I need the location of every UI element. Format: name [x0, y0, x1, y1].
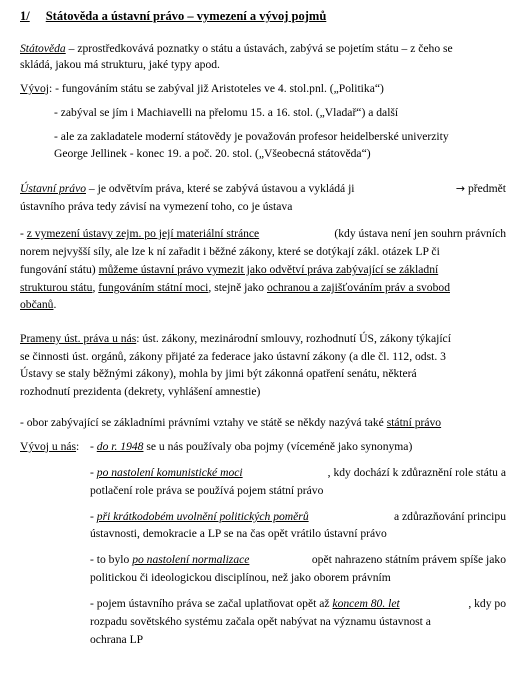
statoveda-line-1: [20, 42, 453, 56]
vyvoj-label: Vývoj: [20, 82, 49, 95]
vyvoj2-item-5-lead: - pojem ústavního práva se začal uplatňovat opět až: [90, 597, 333, 610]
vyvoj2-item-5-line-2: [90, 615, 431, 629]
colon: :: [76, 440, 80, 453]
vymezeni-struktura: strukturou státu: [20, 281, 93, 294]
vyvoj2-item-4-text-cont: politickou či ideologickou disciplínou, než jako oborem právním: [90, 571, 391, 584]
period: .: [53, 298, 57, 311]
vyvoj-line-1: [20, 82, 384, 96]
prameny-line-3: [20, 367, 417, 381]
vymezeni-odvetvi: můžeme ústavní právo vymezit jako odvětví práva zabývající se základní: [98, 263, 439, 276]
prameny-text-1: : úst. zákony, mezinárodní smlouvy, rozhodnutí ÚS, zákony týkající: [136, 332, 451, 345]
arrow-right-icon: →: [455, 182, 466, 195]
obor-text: - obor zabývající se základními právními vztahy ve státě se někdy nazývá také: [20, 416, 387, 429]
vyvoj2-1948: do r. 1948: [96, 440, 144, 453]
separator: ,: [92, 281, 99, 294]
obor-line: [20, 416, 441, 430]
vyvoj2-uvolneni: při krátkodobém uvolnění politických poměrů: [96, 510, 309, 523]
ustavni-pravo-term: Ústavní právo: [20, 182, 87, 195]
vyvoj2-komunisticka-moc: po nastolení komunistické moci: [96, 466, 243, 479]
ustavni-pravo-predmet: předmět: [465, 182, 506, 195]
statoveda-definition: – zprostředkovává poznatky o státu a ústavách, zabývá se pojetím státu – z čeho se: [65, 42, 453, 55]
vyvoj-u-nas-label-line: [20, 440, 79, 454]
vyvoj2-item-1-text: se u nás používaly oba pojmy (víceméně jako synonyma): [143, 440, 413, 453]
vyvoj-line-2: [54, 106, 398, 120]
prameny-label: Prameny úst. práva u nás: [20, 332, 137, 345]
vymezeni-ochrana: ochranou a zajišťováním práv a svobod: [267, 281, 450, 294]
vyvoj2-item-4-lead: - to bylo: [90, 553, 133, 566]
section-number: 1/: [20, 9, 30, 23]
vyvoj2-item-4-text: opět nahrazeno státním právem spíše jako: [308, 553, 506, 566]
prameny-text-4: rozhodnutí prezidenta (dekrety, vyhlášení amnestie): [20, 385, 261, 398]
ustavni-pravo-definition: – je odvětvím práva, které se zabývá ústavou a vykládá ji: [86, 182, 358, 195]
vyvoj2-item-4-line-1: [90, 553, 506, 567]
statoveda-term: Státověda: [20, 42, 66, 55]
prameny-text-3: Ústavy se staly běžnými zákony), mohla by jimi být zákonná opatření senátu, některá: [20, 367, 417, 380]
vyvoj2-item-2-text: , kdy dochází k zdůraznění role státu a: [327, 466, 506, 479]
vyvoj2-item-1: [90, 440, 412, 454]
vyvoj2-item-2-line-1: [90, 466, 506, 480]
prameny-text-2: se činnosti úst. orgánů, zákony přijaté za federace jako ústavní zákony (a dle čl. 112, odst. 3: [20, 350, 446, 363]
dash: -: [90, 440, 97, 453]
section-title: Státověda a ústavní právo – vymezení a vývoj pojmů: [45, 9, 327, 23]
vyvoj-item-machiavelli: - zabýval se jím i Machiavelli na přelomu 15. a 16. stol. („Vladař“) a další: [54, 106, 399, 119]
vyvoj2-item-2-line-2: [90, 484, 323, 498]
vyvoj2-80-leta: koncem 80. let: [332, 597, 400, 610]
vyvoj2-item-5-text-cont: rozpadu sovětského systému začala opět nabývat na významu ústavnost a: [90, 615, 431, 628]
vyvoj-item-aristoteles: : - fungováním státu se zabýval již Aristoteles ve 4. stol.pnl. („Politika“): [48, 82, 384, 95]
vyvoj-item-jellinek: George Jellinek - konec 19. a poč. 20. stol. („Všeobecná státověda“): [54, 147, 371, 160]
ustavni-pravo-line-2: [20, 200, 292, 214]
vyvoj2-normalizace: po nastolení normalizace: [132, 553, 250, 566]
dash: -: [20, 227, 27, 240]
vymezeni-line-4: [20, 281, 450, 295]
vyvoj2-item-5-text-end: ochrana LP: [90, 633, 144, 646]
ustavni-pravo-line-1: [20, 182, 506, 196]
vymezeni-obcanu: občanů: [20, 298, 54, 311]
section-heading: [20, 9, 326, 23]
prameny-line-2: [20, 350, 446, 364]
vymezeni-materialni: z vymezení ústavy zejm. po její materiální stránce: [26, 227, 260, 240]
vyvoj2-item-3-line-1: [90, 510, 506, 524]
ustavni-pravo-definition-cont: ústavního práva tedy závisí na vymezení toho, co je ústava: [20, 200, 293, 213]
vyvoj2-item-3-text-cont: ústavnosti, demokracie a LP se na čas opět vrátilo ústavní právo: [90, 527, 387, 540]
vymezeni-fungovani: fungováním státní moci: [98, 281, 209, 294]
dash: -: [90, 510, 97, 523]
vymezeni-line-2: [20, 245, 440, 259]
vymezeni-line-3: [20, 263, 438, 277]
dash: -: [90, 466, 97, 479]
statoveda-line-2: [20, 58, 220, 72]
vymezeni-text-3: fungování státu): [20, 263, 99, 276]
vyvoj-line-3: [54, 130, 449, 144]
vyvoj2-item-2-text-cont: potlačení role práva se používá pojem státní právo: [90, 484, 324, 497]
vymezeni-line-1: [20, 227, 506, 241]
vyvoj-u-nas-label: Vývoj u nás: [20, 440, 77, 453]
vyvoj-item-zakladatel: - ale za zakladatele moderní státovědy je považován profesor heidelberské univerzity: [54, 130, 449, 143]
vymezeni-text-1: (kdy ústava není jen souhrn právních: [331, 227, 506, 240]
vymezeni-line-5: [20, 298, 56, 312]
vyvoj2-item-5-line-1: [90, 597, 506, 611]
vymezeni-text-2: norem nejvyšší síly, ale lze k ní zařadit i běžné zákony, které se dotýkají zákl. otázek LP či: [20, 245, 440, 258]
vyvoj2-item-5-text: , kdy po: [468, 597, 506, 610]
vyvoj2-item-3-text: a zdůrazňování principu: [391, 510, 506, 523]
statni-pravo: státní právo: [386, 416, 442, 429]
vyvoj2-item-3-line-2: [90, 527, 387, 541]
vyvoj2-item-5-line-3: [90, 633, 143, 647]
prameny-line-4: [20, 385, 260, 399]
prameny-line-1: [20, 332, 451, 346]
statoveda-definition-cont: skládá, jakou má strukturu, jaké typy apod.: [20, 58, 220, 71]
vyvoj-line-4: [54, 147, 371, 161]
vymezeni-text-4: , stejně jako: [208, 281, 267, 294]
vyvoj2-item-4-line-2: [90, 571, 391, 585]
